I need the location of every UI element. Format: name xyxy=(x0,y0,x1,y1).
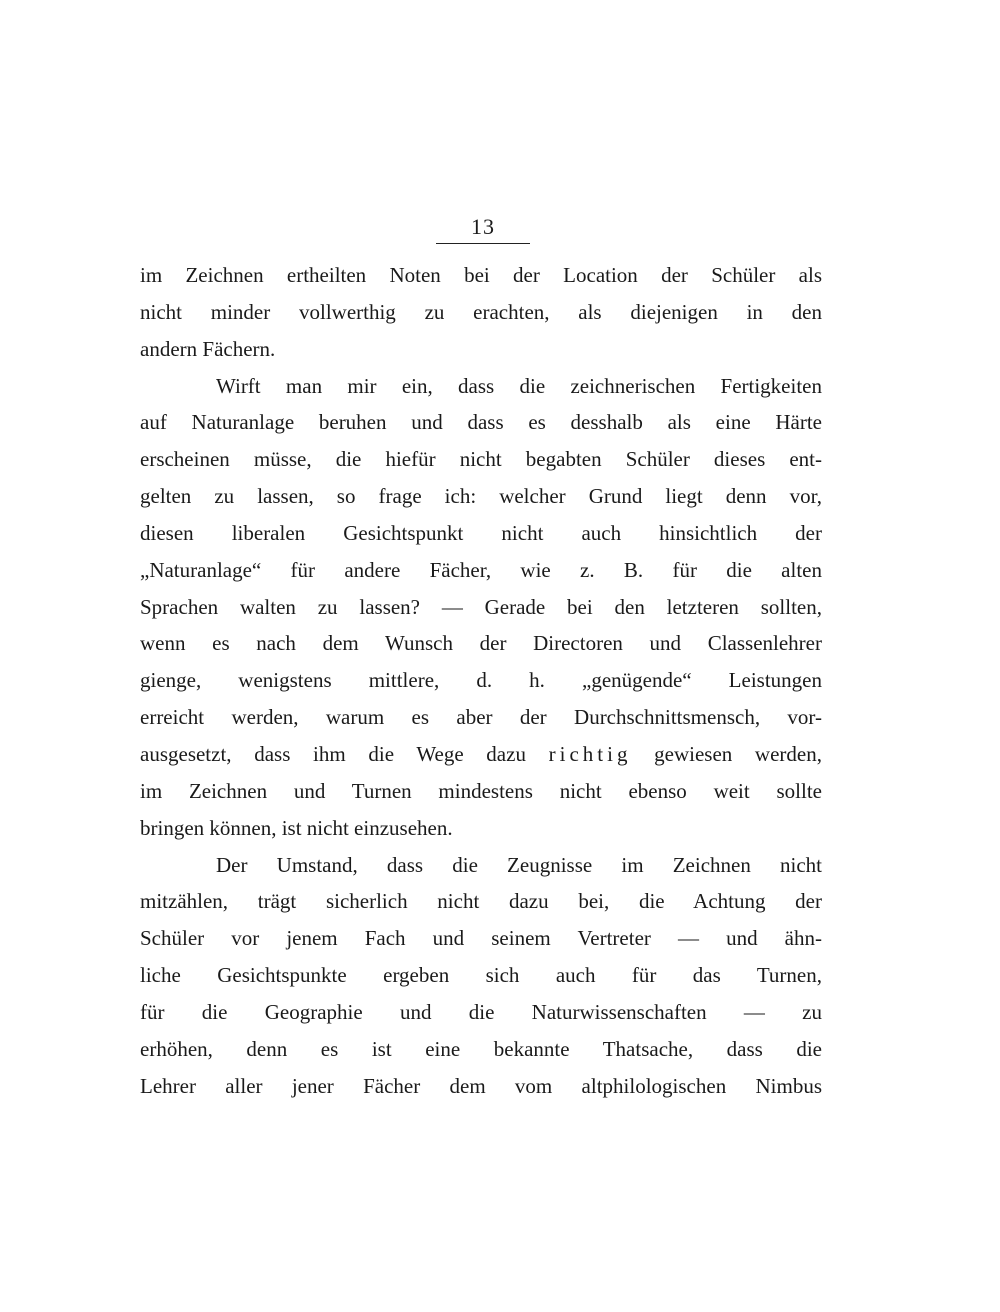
text-line: Sprachen walten zu lassen? — Gerade bei den letzteren sollten, xyxy=(140,594,822,619)
text-line: gienge, wenigstens mittlere, d. h. „genügende“ Leistungen xyxy=(140,668,822,693)
page-number: 13 xyxy=(471,214,495,239)
text-line: erscheinen müsse, die hiefür nicht begabten Schüler dieses ent- xyxy=(140,447,822,472)
text-line: Lehrer aller jener Fächer dem vom altphilologischen Nimbus xyxy=(140,1073,822,1098)
text-line: liche Gesichtspunkte ergeben sich auch für das Turnen, xyxy=(140,963,822,988)
paragraph xyxy=(140,847,822,1105)
text-segment: ausgesetzt, dass ihm die Wege dazu xyxy=(140,741,549,766)
text-line: mitzählen, trägt sicherlich nicht dazu bei, die Achtung der xyxy=(140,889,822,914)
text-line: gelten zu lassen, so frage ich: welcher Grund liegt denn vor, xyxy=(140,484,822,509)
text-line: Der Umstand, dass die Zeugnisse im Zeichnen nicht xyxy=(216,852,822,877)
text-line: im Zeichnen und Turnen mindestens nicht ebenso weit sollte xyxy=(140,778,822,803)
text-line: bringen können, ist nicht einzusehen. xyxy=(140,815,453,840)
paragraph-continuation xyxy=(140,257,822,368)
text-line: andern Fächern. xyxy=(140,336,276,361)
emphasized-word: richtig xyxy=(548,741,632,766)
text-line: auf Naturanlage beruhen und dass es desshalb als eine Härte xyxy=(140,410,822,435)
text-line: im Zeichnen ertheilten Noten bei der Location der Schüler als xyxy=(140,263,822,287)
text-line: diesen liberalen Gesichtspunkt nicht auch hinsichtlich der xyxy=(140,520,822,545)
text-line: nicht minder vollwerthig zu erachten, als diejenigen in den xyxy=(140,299,822,324)
text-line-emphasis xyxy=(140,736,822,773)
text-line: für die Geographie und die Naturwissenschaften — zu xyxy=(140,999,822,1024)
text-line: Schüler vor jenem Fach und seinem Vertreter — und ähn- xyxy=(140,926,822,951)
text-line: erreicht werden, warum es aber der Durchschnittsmensch, vor- xyxy=(140,705,822,730)
text-line: „Naturanlage“ für andere Fächer, wie z. B. für die alten xyxy=(140,557,822,582)
body-text xyxy=(140,257,822,1104)
text-segment: gewiesen werden, xyxy=(631,741,822,766)
text-line: wenn es nach dem Wunsch der Directoren und Classenlehrer xyxy=(140,631,822,656)
page-number-rule xyxy=(436,243,530,244)
text-line: Wirft man mir ein, dass die zeichnerischen Fertigkeiten xyxy=(216,373,822,398)
paragraph xyxy=(140,368,822,847)
text-line: erhöhen, denn es ist eine bekannte Thatsache, dass die xyxy=(140,1036,822,1061)
